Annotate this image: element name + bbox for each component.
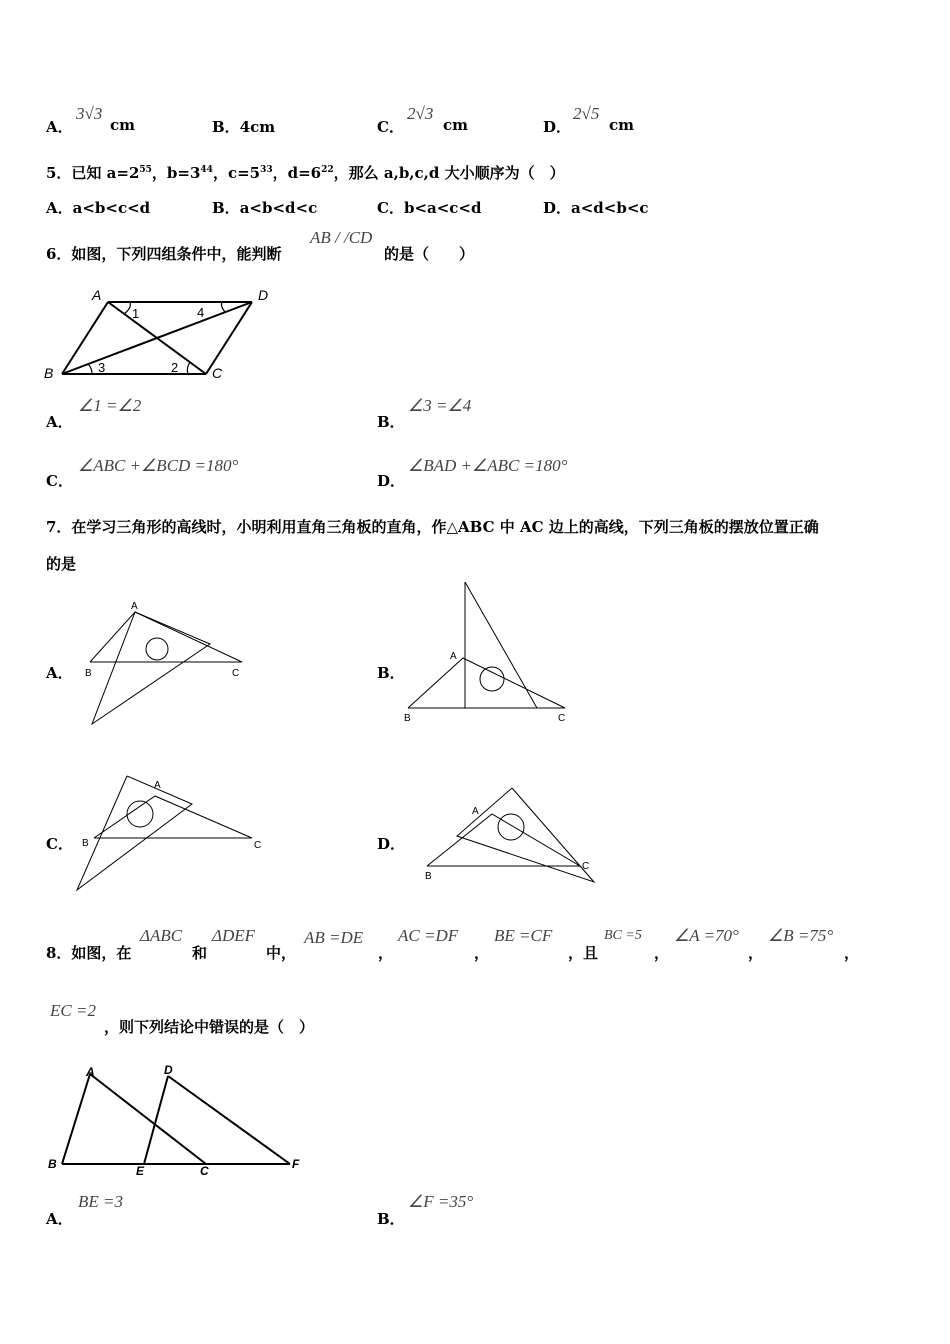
q4-option-a-unit: cm (110, 116, 136, 134)
q4-option-c-math: 2√3 (407, 104, 434, 123)
q8-segment-ed (144, 1076, 168, 1164)
q8-segment-ba (62, 1074, 90, 1164)
q6-label-b: B (44, 365, 54, 381)
q8-and-also: ，且 (568, 944, 599, 962)
q8-comma-6: ， (844, 944, 860, 962)
q8-math-angle-b: ∠B =75° (768, 926, 834, 945)
q7d-set-square-hole (498, 814, 524, 840)
q4-option-c-unit: cm (443, 116, 469, 134)
q6-option-a-math: ∠1 =∠2 (78, 396, 142, 415)
q7-stem-line2: 的是 (46, 555, 77, 573)
q6-angle-2-arc (187, 362, 190, 374)
q7a-set-square (92, 612, 210, 724)
q6-stem-math: AB / /CD (310, 228, 373, 247)
q8-and: 和 (192, 944, 208, 962)
q8-label-b: B (48, 1157, 57, 1171)
q8-math-ab-de: AB =DE (304, 928, 364, 947)
q4-option-b[interactable]: B．4cm (212, 118, 276, 136)
q4-option-c[interactable]: C． (377, 118, 404, 136)
q8-math-be-cf: BE =CF (494, 926, 553, 945)
q7b-label-b: B (404, 713, 411, 724)
q5-option-a[interactable]: A．a<b<c<d (46, 199, 151, 217)
q8-stem-suffix: ，则下列结论中错误的是（ ） (104, 1018, 315, 1036)
q6-option-d-math: ∠BAD +∠ABC =180° (408, 456, 568, 475)
q7a-label-c: C (232, 668, 240, 679)
q8-figure-triangles (44, 1058, 314, 1178)
q7b-set-square (465, 582, 537, 708)
q7b-label-c: C (558, 713, 566, 724)
q8-math-abc: ΔABC (140, 926, 183, 945)
q6-label-1: 1 (132, 306, 140, 321)
q8-math-angle-a: ∠A =70° (674, 926, 739, 945)
q6-angle-3-arc (88, 364, 92, 374)
q7b-label-a: A (450, 651, 457, 662)
q8-option-b[interactable]: B． (377, 1210, 405, 1228)
q8-option-a-math: BE =3 (78, 1192, 123, 1211)
q8-comma-2: ， (474, 944, 490, 962)
q7-figure-d (420, 784, 600, 888)
q6-label-d: D (258, 287, 269, 303)
q8-label-a: A (86, 1065, 95, 1079)
q7-option-d[interactable]: D． (377, 835, 406, 853)
q7b-triangle-abc (408, 658, 565, 708)
q7d-label-c: C (582, 861, 590, 872)
q7-figure-c (70, 770, 270, 894)
q7c-label-a: A (154, 780, 161, 791)
q6-label-4: 4 (197, 305, 205, 320)
q8-option-a[interactable]: A． (46, 1210, 73, 1228)
q6-label-c: C (212, 365, 223, 381)
q7-option-b[interactable]: B． (377, 664, 405, 682)
q7d-label-b: B (425, 871, 432, 882)
q4-option-d-math: 2√5 (573, 104, 600, 123)
q7a-set-square-hole (146, 638, 168, 660)
q7c-label-b: B (82, 838, 89, 849)
q6-diagonal-ac (108, 302, 206, 374)
q8-math-ac-df: AC =DF (398, 926, 459, 945)
q7-figure-b (400, 578, 570, 724)
q7a-label-a: A (131, 601, 138, 612)
q6-figure-parallelogram (40, 282, 280, 382)
q8-label-e: E (136, 1164, 145, 1178)
q6-segment-dc (206, 302, 252, 374)
q5-option-b[interactable]: B．a<b<d<c (212, 199, 318, 217)
q7-figure-a (80, 598, 250, 728)
q7c-set-square-hole (127, 801, 153, 827)
q4-option-d-unit: cm (609, 116, 635, 134)
q8-math-ec: EC =2 (50, 1001, 96, 1020)
q8-math-def: ΔDEF (212, 926, 256, 945)
q8-comma-5: ， (748, 944, 764, 962)
q6-label-2: 2 (171, 360, 179, 375)
q4-option-d[interactable]: D． (543, 118, 572, 136)
q6-stem-prefix: 6．如图，下列四组条件中，能判断 (46, 245, 282, 263)
q8-comma-4: ， (654, 944, 670, 962)
q7-option-a[interactable]: A． (46, 664, 73, 682)
q7-stem-line1: 7．在学习三角形的高线时，小明利用直角三角板的直角，作△ABC 中 AC 边上的高线，下列三角板的摆放位置正确 (46, 518, 819, 536)
q4-option-a-math: 3√3 (76, 104, 103, 123)
q4-option-a[interactable]: A． (46, 118, 73, 136)
q7d-label-a: A (472, 806, 479, 817)
q8-mid: 中， (266, 944, 297, 962)
q6-option-c-math: ∠ABC +∠BCD =180° (78, 456, 239, 475)
q6-angle-4-arc (221, 302, 225, 312)
q8-stem-prefix: 8．如图，在 (46, 944, 132, 962)
q7c-set-square (77, 776, 192, 890)
q7d-set-square (457, 788, 594, 882)
q7b-set-square-hole (480, 667, 504, 691)
q8-comma-1: ， (378, 944, 394, 962)
q6-angle-1-arc (124, 302, 130, 314)
q5-option-c[interactable]: C．b<a<c<d (377, 199, 482, 217)
q6-label-3: 3 (98, 360, 106, 375)
q6-option-d[interactable]: D． (377, 472, 406, 490)
q8-option-b-math: ∠F =35° (408, 1192, 474, 1211)
q5-option-d[interactable]: D．a<d<b<c (543, 199, 649, 217)
q6-label-a: A (92, 287, 102, 303)
q7c-label-c: C (254, 840, 262, 851)
q8-segment-df (168, 1076, 290, 1164)
q7c-triangle-abc (94, 796, 252, 838)
q7-option-c[interactable]: C． (46, 835, 73, 853)
q6-option-a[interactable]: A． (46, 413, 73, 431)
q6-option-b-math: ∠3 =∠4 (408, 396, 472, 415)
q6-option-c[interactable]: C． (46, 472, 73, 490)
q7a-label-b: B (85, 668, 92, 679)
q8-label-c: C (200, 1164, 209, 1178)
q6-stem-suffix: 的是（ ） (384, 245, 475, 263)
q8-label-f: F (292, 1157, 300, 1171)
q8-label-d: D (164, 1063, 173, 1077)
q6-option-b[interactable]: B． (377, 413, 405, 431)
q5-stem: 5．已知 $a=2^{55}$，$b=3^{44}$，$c=5^{33}$，$d=6^{22}$，那么 a,b,c,d 大小顺序为（ ） (46, 164, 565, 182)
q8-math-bc: BC =5 (604, 928, 642, 943)
